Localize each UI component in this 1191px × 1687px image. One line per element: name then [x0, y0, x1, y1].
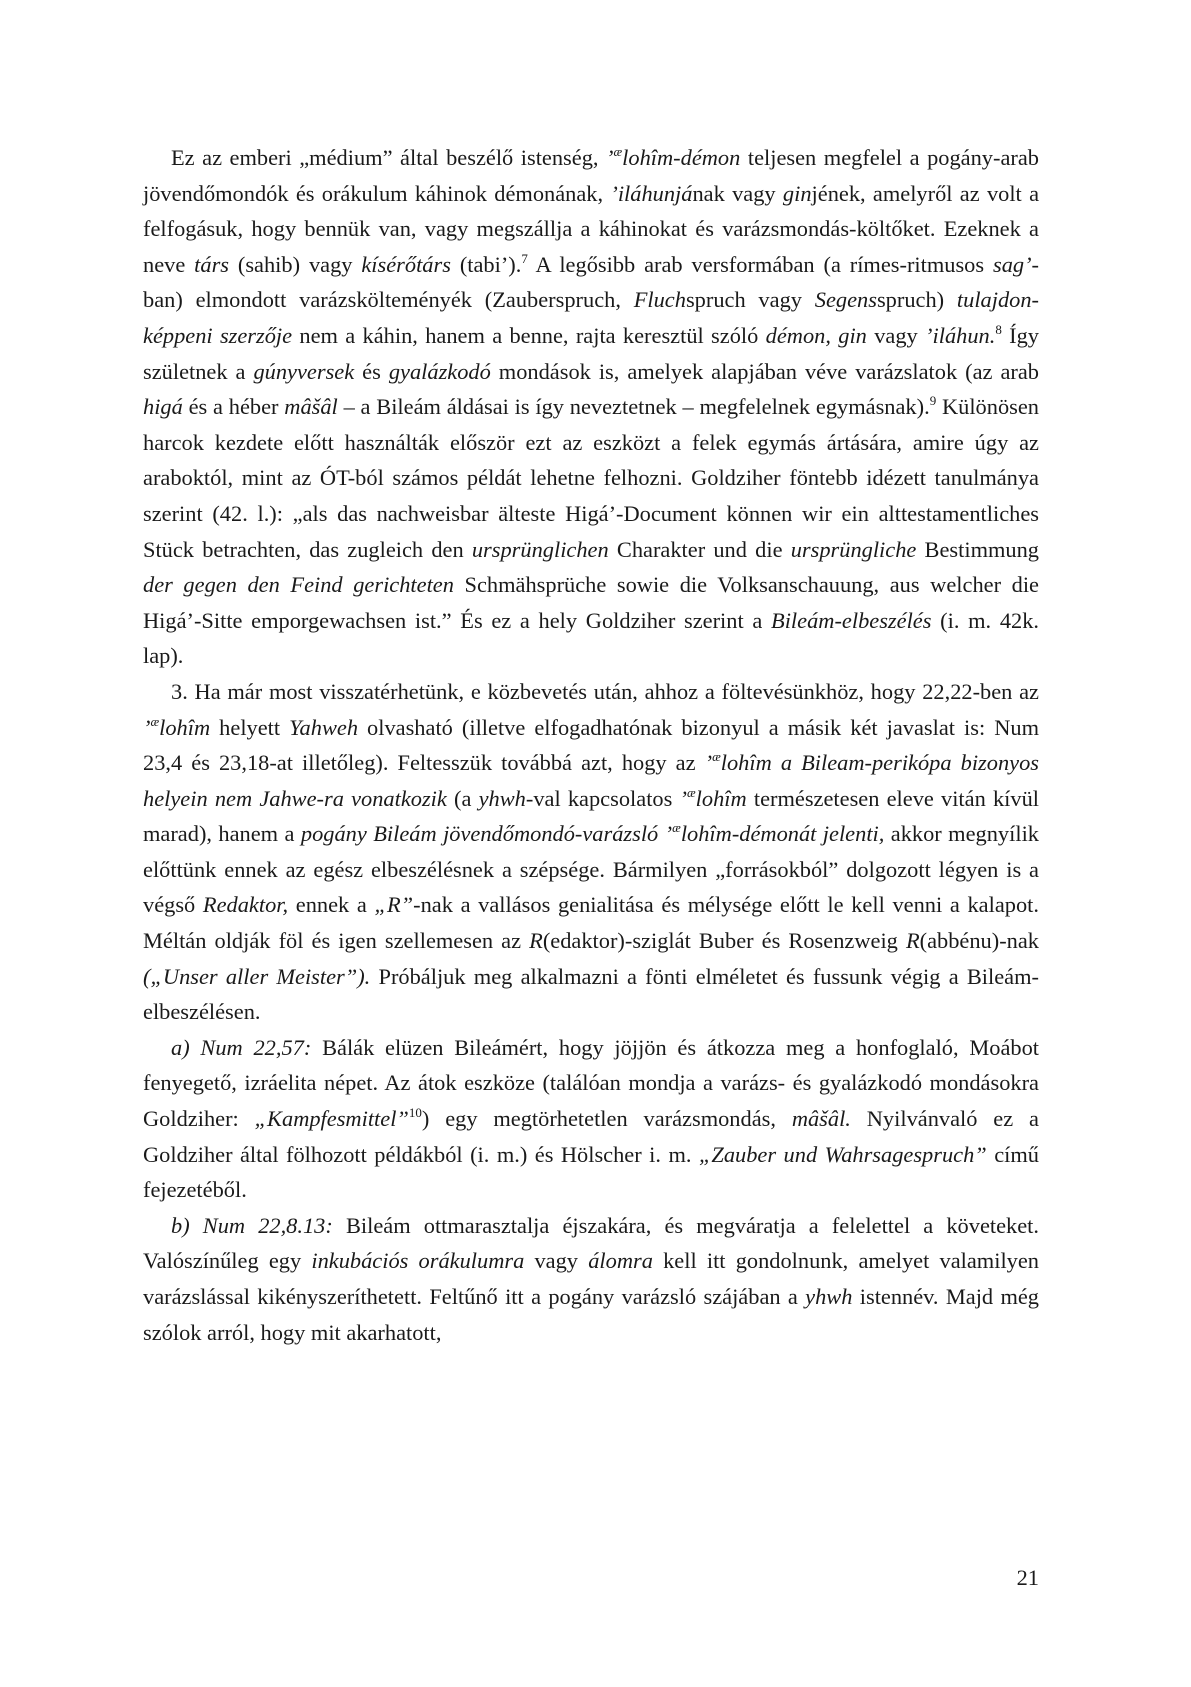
italic-text: kísérőtárs: [361, 251, 451, 277]
text-run: (a: [446, 785, 479, 811]
italic-text: Segens: [814, 287, 877, 313]
italic-text: társ: [194, 251, 229, 277]
text-run: Próbáljuk meg alkalmazni a fönti elméletet és fussunk végig a Bileám-elbeszélésen.: [143, 963, 1039, 1025]
footnote-marker: 9: [929, 393, 937, 409]
body-text: [143, 140, 1039, 1350]
italic-text: Fluch: [633, 287, 686, 313]
text-run: című fejezetéből.: [143, 1141, 1039, 1203]
superscript-ae: æ: [613, 144, 623, 159]
italic-text: yhwh: [805, 1284, 853, 1309]
text-run: Ez az emberi „médium” által beszélő istenség,: [171, 145, 607, 170]
italic-text: b) Num 22,8.13:: [171, 1212, 333, 1238]
italic-text: mâšâl: [284, 394, 338, 420]
text-run: ennek a: [288, 892, 375, 918]
italic-text: Bileám-elbeszélés: [771, 607, 932, 633]
italic-text: ’: [606, 145, 614, 170]
text-run: -ban) elmondott varázskölteményék (Zauberspruch,: [143, 251, 1040, 313]
italic-text: lohîm a Bileam-perikópa bizonyos helyein nem Jahwe-ra vonatkozik: [143, 750, 1040, 811]
italic-text: ’: [679, 785, 687, 811]
italic-text: ’: [704, 750, 713, 776]
text-run: Így születnek a: [143, 322, 1039, 384]
italic-text: yhwh: [478, 785, 526, 811]
text-run: spruch vagy: [685, 287, 815, 313]
text-run: Különösen harcok kezdete előtt használták először ezt az eszközt a felek egymás ártására, amire úgy az araboktól, mint az ÓT-ból számos példát lehetne felhozni. Goldziher föntebb idézett tanulmánya szerint (42. l.): „als das nachweisbar älteste Higá’-Document können wir ein alttestamentliches Stück betrachten, das zugleich den: [143, 394, 1039, 562]
text-run: vagy: [866, 322, 926, 348]
text-run: mondások is, amelyek alapjában véve varázslatok (az arab: [490, 358, 1039, 384]
italic-text: („Unser aller Meister”).: [143, 963, 371, 989]
italic-text: lohîm-démon: [622, 145, 741, 170]
italic-text: lohîm: [695, 785, 747, 811]
italic-text: mâšâl.: [791, 1106, 851, 1132]
superscript-ae: æ: [712, 749, 721, 765]
italic-text: Yahweh: [289, 714, 359, 740]
italic-text: ursprüngliche: [790, 536, 917, 562]
text-run: Charakter und die: [608, 536, 791, 562]
text-run: A legősibb arab versformában (a rímes-ritmusos: [527, 251, 993, 277]
italic-text: gyalázkodó: [388, 358, 491, 384]
footnote-marker: 7: [521, 250, 528, 266]
text-run: (i. m. 42k. lap).: [143, 607, 1039, 669]
superscript-ae: æ: [672, 820, 681, 836]
text-run: és: [354, 358, 389, 384]
italic-text: ’: [143, 714, 151, 740]
italic-text: „R”: [374, 892, 414, 918]
italic-text: álomra: [588, 1248, 653, 1274]
paragraph-item-b: [143, 1208, 1039, 1350]
text-run: Bestimmung: [916, 536, 1040, 562]
italic-text: „Kampfesmittel”: [254, 1106, 409, 1132]
text-run: olvasható (illetve elfogadhatónak bizonyul a másik két javaslat is: Num 23,4 és 23,18-at illetőleg). Feltesszük továbbá azt, hogy az: [143, 714, 1040, 776]
paragraph-demon-medium: [143, 140, 1039, 674]
italic-text: ursprünglichen: [471, 536, 609, 562]
text-run: (tabi’).: [450, 251, 522, 277]
italic-text: ’iláhun.: [925, 322, 996, 348]
text-run: nak vagy: [692, 180, 783, 206]
italic-text: gin: [782, 180, 812, 206]
text-run: 3. Ha már most visszatérhetünk, e közbevetés után, ahhoz a föltevésünkhöz, hogy 22,22-ben az: [171, 678, 1039, 704]
italic-text: ’: [664, 821, 673, 847]
italic-text: lohîm: [159, 714, 211, 740]
page-number: 21: [1016, 1565, 1039, 1590]
text-run: vagy: [524, 1248, 589, 1274]
text-run: spruch): [876, 287, 957, 313]
superscript-ae: æ: [686, 784, 696, 800]
italic-text: R: [529, 928, 543, 954]
italic-text: a) Num 22,57:: [171, 1034, 312, 1060]
italic-text: ’iláhunjá: [610, 180, 693, 206]
text-run: (abbénu)-nak: [919, 928, 1039, 954]
text-run: kell itt gondolnunk, amelyet valamilyen varázslással kikényszeríthetett. Feltűnő itt a pogány varázsló szájában a: [143, 1248, 1039, 1309]
italic-text: higá: [143, 394, 183, 420]
italic-text: gúnyversek: [253, 358, 355, 384]
italic-text: pogány Bileám jövendőmondó-varázsló: [300, 821, 665, 847]
text-run: Nyilvánvaló ez a Goldziher által fölhozott példákból (i. m.) és Hölscher i. m.: [143, 1106, 1039, 1167]
text-run: Schmähsprüche sowie die Volksanschauung, aus welcher die Higá’-Sitte emporgewachsen ist.” És ez a hely Goldziher szerint a: [143, 572, 1039, 633]
text-run: (sahib) vagy: [229, 251, 362, 277]
text-run: jének, amelyről az volt a felfogásuk, hogy bennük van, vagy megszállja a káhinokat és varázsmondás-költőket. Ezeknek a neve: [143, 180, 1040, 277]
text-run: ) egy megtörhetetlen varázsmondás,: [421, 1106, 792, 1132]
italic-text: tulajdonképpeni szerzője: [143, 287, 1040, 348]
superscript-ae: æ: [150, 713, 160, 729]
italic-text: „Zauber und Wahrsagespruch”: [698, 1141, 987, 1167]
footnote-marker: 10: [408, 1105, 422, 1121]
italic-text: lohîm-démonát jelenti,: [680, 821, 885, 847]
text-run: természetesen eleve vitán kívül marad), hanem a: [143, 785, 1040, 847]
text-run: -nak a vallásos genialitása és mélysége előtt le kell venni a kalapot. Méltán oldják föl és igen szellemesen az: [143, 892, 1039, 954]
paragraph-section-3: [143, 674, 1039, 1030]
italic-text: der gegen den Feind gerichteten: [143, 572, 454, 598]
text-run: nem a káhin, hanem a benne, rajta keresztül szóló: [292, 322, 766, 348]
italic-text: R: [905, 928, 920, 954]
italic-text: sag’: [992, 251, 1032, 277]
italic-text: démon, gin: [765, 322, 867, 348]
text-run: Bálák elüzen Bileámért, hogy jöjjön és átkozza meg a honfoglaló, Moábot fenyegető, izráelita népet. Az átok eszköze (találóan mondja a varázs- és gyalázkodó mondásokra Goldziher:: [143, 1034, 1039, 1132]
text-run: – a Bileám áldásai is így neveztetnek – megfelelnek egymásnak).: [337, 394, 930, 420]
italic-text: inkubációs orákulumra: [311, 1248, 525, 1274]
text-run: (edaktor)-sziglát Buber és Rosenzweig: [542, 928, 906, 954]
paragraph-item-a: [143, 1030, 1039, 1208]
italic-text: Redaktor,: [202, 892, 289, 918]
text-run: helyett: [210, 714, 290, 740]
text-run: akkor megnyílik előttünk ennek az egész elbeszélésnek a szépsége. Bármilyen „forrásokból” dolgozott légyen is a végső: [143, 821, 1039, 918]
footnote-marker: 8: [995, 321, 1002, 337]
text-run: Bileám ottmarasztalja éjszakára, és megváratja a felelettel a követeket. Valószínűleg egy: [143, 1212, 1039, 1274]
text-run: istennév. Majd még szólok arról, hogy mit akarhatott,: [143, 1284, 1039, 1345]
text-run: -val kapcsolatos: [525, 785, 680, 811]
text-run: teljesen megfelel a pogány-arab jövendőmondók és orákulum káhinok démonának,: [143, 145, 1039, 206]
text-run: és a héber: [182, 394, 285, 420]
